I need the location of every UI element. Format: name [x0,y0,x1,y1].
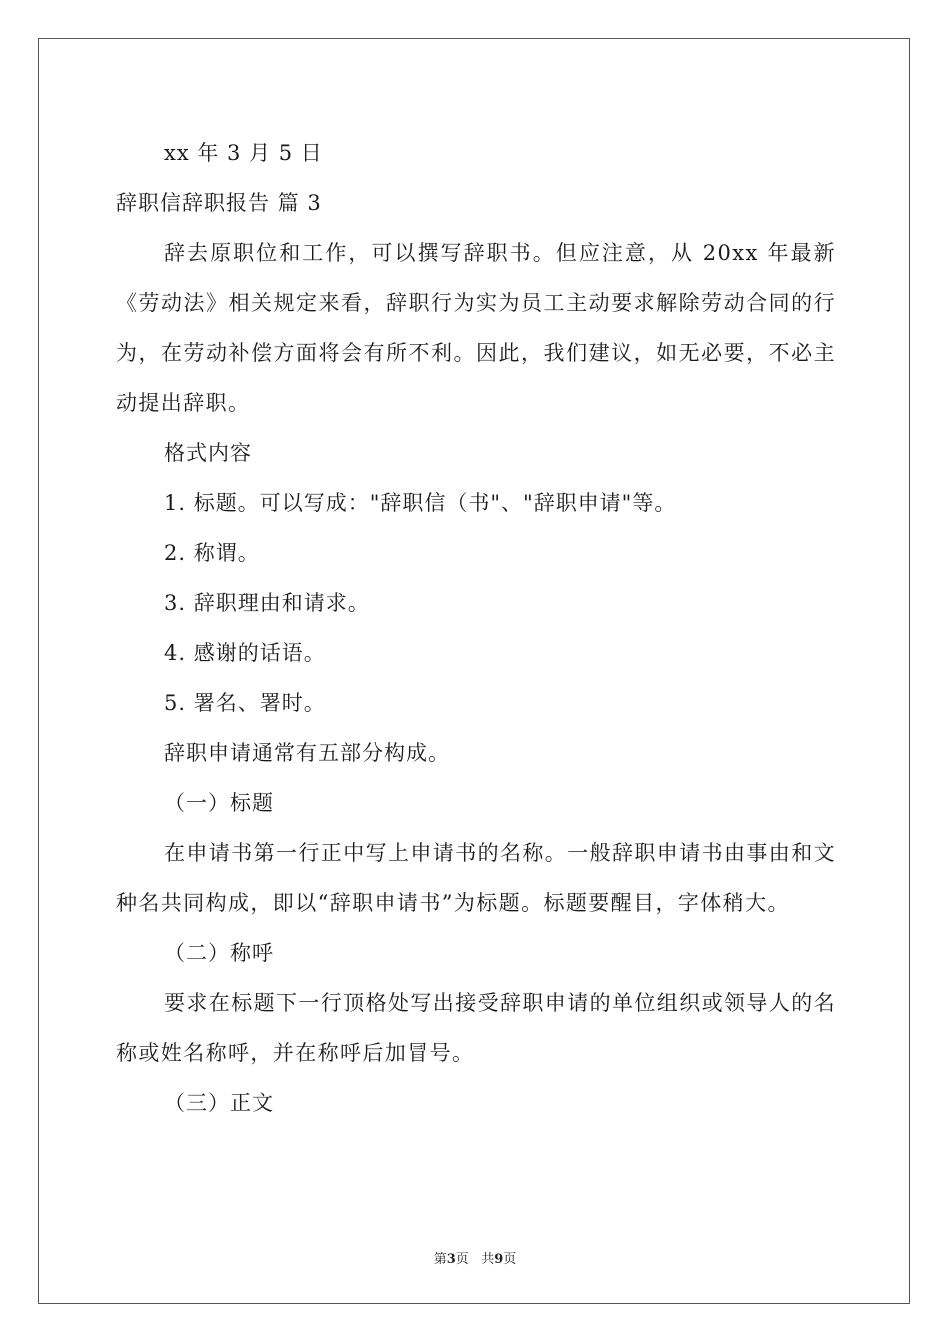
structure-note: 辞职申请通常有五部分构成。 [164,741,450,765]
format-item-3: 3. 辞职理由和请求。 [164,591,370,615]
part1-heading: （一）标题 [164,791,274,815]
intro-paragraph: 辞去原职位和工作，可以撰写辞职书。但应注意，从 20xx 年最新《劳动法》相关规定来看，辞职行为实为员工主动要求解除劳动合同的行为，在劳动补偿方面将会有所不利。因此，我们建议，如无必要，不必主动提出辞职。 [116,241,836,415]
footer-suffix: 页 [503,1252,517,1267]
date-line: xx 年 3 月 5 日 [164,141,323,165]
part1-paragraph: 在申请书第一行正中写上申请书的名称。一般辞职申请书由事由和文种名共同构成，即以“辞职申请书”为标题。标题要醒目，字体稍大。 [116,841,836,915]
part3-heading: （三）正文 [164,1091,274,1115]
format-heading: 格式内容 [164,441,252,465]
document-body [116,128,836,1128]
format-item-4: 4. 感谢的话语。 [164,641,326,665]
part2-paragraph: 要求在标题下一行顶格处写出接受辞职申请的单位组织或领导人的名称或姓名称呼，并在称呼后加冒号。 [116,991,836,1065]
footer-middle: 页 共 [455,1252,495,1267]
section-title: 辞职信辞职报告 篇 3 [116,191,322,215]
footer-current-page: 3 [446,1252,456,1267]
page-footer [0,1248,950,1267]
format-item-1: 1. 标题。可以写成："辞职信（书"、"辞职申请"等。 [164,491,677,515]
footer-total-pages: 9 [494,1252,504,1267]
footer-prefix: 第 [433,1252,447,1267]
format-item-2: 2. 称谓。 [164,541,260,565]
format-item-5: 5. 署名、署时。 [164,691,326,715]
part2-heading: （二）称呼 [164,941,274,965]
